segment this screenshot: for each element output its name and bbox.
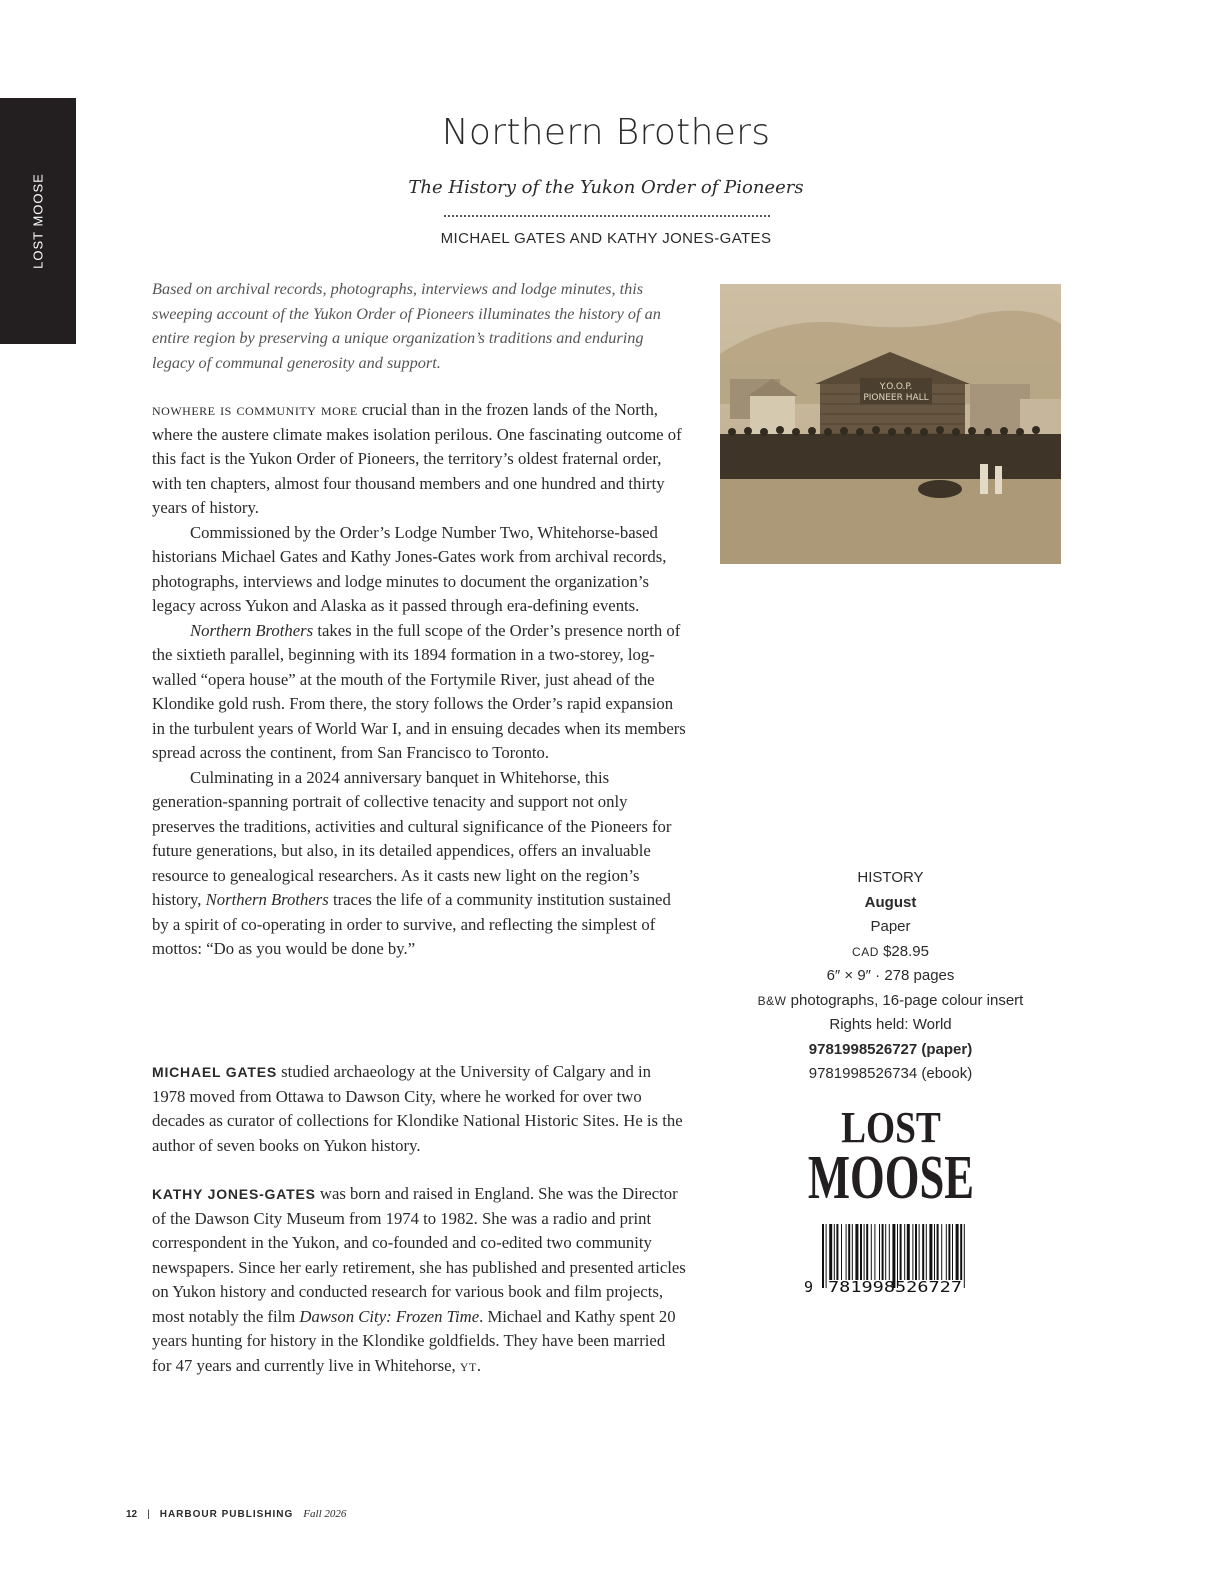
page-footer — [126, 1508, 346, 1520]
barcode-bar — [882, 1224, 884, 1280]
author-name: MICHAEL GATES — [152, 1064, 277, 1080]
barcode-bar — [848, 1224, 850, 1280]
barcode-bar — [836, 1224, 838, 1280]
logo-line1: LOST — [841, 1103, 941, 1152]
barcode-bar — [937, 1224, 939, 1280]
barcode-bar — [934, 1224, 935, 1280]
barcode-bar — [956, 1224, 959, 1280]
barcode-bar — [915, 1224, 917, 1280]
barcode-lead-digit: 9 — [804, 1278, 814, 1296]
barcode-bar — [900, 1224, 902, 1280]
book-title-italic: Northern Brothers — [190, 620, 314, 640]
illustrations — [720, 989, 1061, 1014]
price-value: $28.95 — [883, 942, 929, 960]
book-subtitle: The History of the Yukon Order of Pioneers — [408, 177, 804, 198]
barcode-bar — [855, 1224, 858, 1280]
barcode-bar — [822, 1224, 824, 1288]
barcode-bar — [852, 1224, 853, 1280]
logo-line2: MOOSE — [807, 1142, 975, 1202]
book-metadata — [720, 866, 1061, 1087]
barcode-bar — [826, 1224, 827, 1288]
barcode-bar — [960, 1224, 962, 1280]
catalog-season: Fall 2026 — [303, 1508, 347, 1520]
book-authors: MICHAEL GATES AND KATHY JONES-GATES — [440, 230, 772, 247]
barcode-bar — [860, 1224, 862, 1280]
lost-moose-logo — [806, 1102, 976, 1202]
isbn-barcode — [800, 1222, 972, 1296]
rights: Rights held: World — [829, 1016, 952, 1033]
side-tab — [0, 98, 76, 344]
paragraph-text: takes in the full scope of the Order’s presence north of the sixtieth parallel, beginning with its 1894 formation in a two-storey, log-walled “opera house” at the mouth of the Fortymile River, just ahead of the Klondike gold rush. From there, the story follows the Order’s rapid expansion in the turbulent years of World War I, and in ensuing decades when its members spread across the continent, from San Francisco to Toronto. — [152, 620, 686, 762]
barcode-bar — [874, 1224, 875, 1280]
author-bio-gates — [152, 1060, 688, 1158]
barcode-bar — [907, 1224, 910, 1280]
barcode-bar — [919, 1224, 920, 1280]
description-paragraph — [152, 398, 688, 521]
barcode-bar — [964, 1224, 965, 1288]
barcode-bar — [948, 1224, 950, 1280]
historic-photo — [720, 284, 1061, 564]
barcode-bar — [879, 1224, 880, 1280]
barcode-bar — [904, 1224, 905, 1280]
barcode-bar — [834, 1224, 835, 1280]
barcode-bar — [889, 1224, 890, 1280]
barcode-bar — [885, 1224, 886, 1280]
footer-separator: | — [147, 1509, 150, 1520]
bio-text: . — [476, 1355, 482, 1375]
barcode-bar — [864, 1224, 865, 1280]
state-abbrev: yt — [459, 1355, 477, 1375]
release-month: August — [864, 893, 917, 911]
barcode-bar — [829, 1224, 832, 1280]
barcode-bar — [866, 1224, 868, 1280]
paragraph-text: crucial than in the frozen lands of the North, where the austere climate makes isolation perilous. One fascinating outcome of this fact is the Yukon Order of Pioneers, the territory’s oldest fraternal order, with ten chapters, almost four thousand members and one hundred and thirty years of history. — [152, 400, 682, 517]
pioneer-hall-sign-line2: PIONEER HALL — [863, 393, 929, 403]
format: Paper — [870, 918, 911, 935]
description-paragraph — [152, 766, 688, 962]
film-title: Dawson City: Frozen Time — [299, 1306, 480, 1326]
book-blurb: Based on archival records, photographs, interviews and lodge minutes, this sweeping account of the Yukon Order of Pioneers illuminates the history of an entire region by preserving a unique organization’s traditions and enduring legacy of communal generosity and support. — [152, 279, 661, 372]
barcode-bar — [871, 1224, 872, 1280]
barcode-digits: 781998526727 — [828, 1278, 962, 1296]
lead-in-smallcaps: nowhere is community more — [152, 400, 358, 419]
barcode-bar — [841, 1224, 842, 1280]
author-name: KATHY JONES-GATES — [152, 1186, 316, 1202]
author-bio-jones-gates — [152, 1182, 688, 1378]
barcode-bar — [926, 1224, 927, 1280]
price — [720, 940, 1061, 965]
bw-label: B&W — [757, 993, 787, 1008]
dotted-divider — [444, 215, 770, 217]
barcode-bar — [846, 1224, 847, 1280]
barcode-bar — [929, 1224, 932, 1280]
barcode-bar — [922, 1224, 924, 1280]
bio-text: was born and raised in England. She was the Director of the Dawson City Museum from 1974 to 1982. She was a radio and print correspondent in the Yukon, and co-founded and co-edited two community newspapers. Since her early retirement, she has published and presented articles on Yukon history and conducted research for various book and film projects, most notably the film — [152, 1184, 686, 1326]
trim-and-pages: 6″ × 9″ · 278 pages — [826, 967, 955, 984]
book-title-italic: Northern Brothers — [205, 890, 329, 909]
book-description — [152, 398, 688, 962]
side-tab-label: LOST MOOSE — [30, 173, 46, 269]
page-number: 12 — [126, 1509, 138, 1520]
publisher-name: HARBOUR PUBLISHING — [159, 1509, 294, 1520]
bio-text: . Michael and Kathy spent 20 years hunting for history in the Klondike goldfields. They have been married for 47 years and currently live in Whitehorse, — [152, 1306, 676, 1375]
barcode-bar — [912, 1224, 913, 1280]
bio-text: studied archaeology at the University of Calgary and in 1978 moved from Ottawa to Dawson City, where he worked for over two decades as curator of collections for Klondike National Historic Sites. He is the author of seven books on Yukon history. — [152, 1062, 683, 1155]
description-paragraph: Commissioned by the Order’s Lodge Number Two, Whitehorse-based historians Michael Gates and Kathy Jones-Gates work from archival records, photographs, interviews and lodge minutes to document the organization’s legacy across Yukon and Alaska as it passed through era-defining events. — [152, 522, 667, 615]
barcode-bar — [941, 1224, 942, 1280]
barcode-bar — [952, 1224, 953, 1280]
illustrations-text: photographs, 16-page colour insert — [786, 991, 1024, 1009]
barcode-bar — [946, 1224, 947, 1280]
currency: CAD — [852, 944, 879, 959]
category: HISTORY — [857, 869, 924, 886]
pioneer-hall-sign-line1: Y.O.O.P. — [879, 382, 913, 392]
isbn-ebook: 9781998526734 (ebook) — [808, 1065, 973, 1082]
book-title: Northern Brothers — [441, 112, 771, 153]
paragraph-text: Culminating in a 2024 anniversary banquet in Whitehorse, this generation-spanning portrait of collective tenacity and support not only preserves the traditions, activities and cultural significance of the Pioneers for future generations, but also, in its detailed appendices, offers an invaluable resource to genealogical researchers. As it casts new light on the region’s history, — [152, 767, 672, 909]
paragraph-text: traces the life of a community institution sustained by a spirit of co-operating in order to survive, and reflecting the simplest of mottos: “Do as you would be done by.” — [152, 890, 671, 958]
isbn-paper: 9781998526727 (paper) — [808, 1040, 973, 1058]
description-paragraph — [152, 619, 688, 766]
